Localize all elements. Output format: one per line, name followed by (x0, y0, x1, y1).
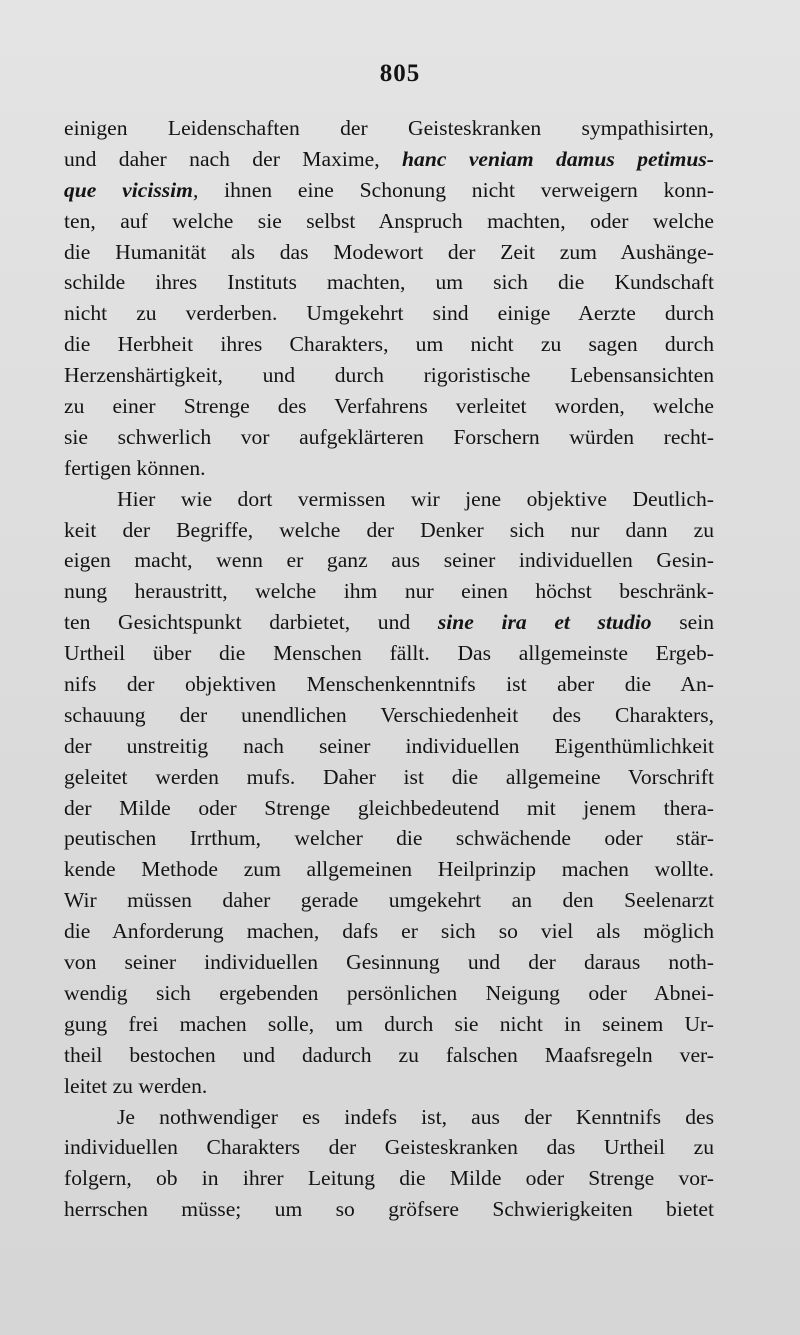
text-line (64, 515, 714, 546)
text-line (64, 700, 714, 731)
text-line (64, 113, 714, 144)
text-segment: zu einer Strenge des Verfahrens verleitet worden, welche (64, 394, 714, 419)
text-line (64, 669, 714, 700)
text-segment: geleitet werden mufs. Daher ist die allgemeine Vorschrift (64, 764, 714, 789)
text-segment: sie schwerlich vor aufgeklärteren Forschern würden recht- (64, 424, 714, 449)
text-segment: leitet zu werden. (64, 1073, 208, 1098)
text-segment: die Humanität als das Modewort der Zeit zum Aushänge- (64, 239, 714, 264)
text-line (64, 1132, 714, 1163)
text-segment: fertigen können. (64, 455, 206, 480)
text-segment: gung frei machen solle, um durch sie nicht in seinem Ur- (64, 1011, 714, 1036)
text-segment: Wir müssen daher gerade umgekehrt an den Seelenarzt (64, 888, 714, 913)
text-line (64, 329, 714, 360)
text-segment: , ihnen eine Schonung nicht verweigern konn- (192, 177, 715, 202)
text-segment: nicht zu verderben. Umgekehrt sind einige Aerzte durch (64, 301, 714, 326)
text-line (64, 1009, 714, 1040)
text-segment: ten Gesichtspunkt darbietet, und (64, 610, 438, 635)
text-segment: keit der Begriffe, welche der Denker sich nur dann zu (64, 517, 714, 542)
latin-phrase: que vicissim (64, 177, 193, 202)
text-segment: Urtheil über die Menschen fällt. Das allgemeinste Ergeb- (64, 641, 714, 666)
text-segment: schauung der unendlichen Verschiedenheit des Charakters, (64, 702, 714, 727)
text-segment: eigen macht, wenn er ganz aus seiner individuellen Gesin- (64, 548, 714, 573)
text-segment: folgern, ob in ihrer Leitung die Milde oder Strenge vor- (64, 1166, 714, 1191)
text-segment: die Anforderung machen, dafs er sich so viel als möglich (64, 919, 714, 944)
text-segment: individuellen Charakters der Geisteskranken das Urtheil zu (64, 1135, 714, 1160)
text-segment: theil bestochen und dadurch zu falschen Maafsregeln ver- (64, 1042, 714, 1067)
text-line (64, 391, 714, 422)
text-line (64, 1194, 714, 1225)
text-line (64, 175, 714, 206)
text-segment: von seiner individuellen Gesinnung und der daraus noth- (64, 950, 714, 975)
text-segment: Herzenshärtigkeit, und durch rigoristische Lebensansichten (64, 363, 714, 388)
text-segment: der unstreitig nach seiner individuellen Eigenthümlichkeit (64, 733, 714, 758)
text-segment: ten, auf welche sie selbst Anspruch machten, oder welche (64, 208, 714, 233)
text-line (64, 607, 714, 638)
text-line (64, 422, 714, 453)
text-line (64, 638, 714, 669)
latin-phrase: sine ira et studio (437, 610, 652, 635)
text-segment: nifs der objektiven Menschenkenntnifs ist aber die An- (64, 672, 714, 697)
text-segment: wendig sich ergebenden persönlichen Neigung oder Abnei- (64, 980, 714, 1005)
text-segment: schilde ihres Instituts machten, um sich die Kundschaft (64, 270, 714, 295)
text-segment: und daher nach der Maxime, (64, 146, 403, 171)
text-line (64, 854, 714, 885)
text-segment: die Herbheit ihres Charakters, um nicht zu sagen durch (64, 332, 714, 357)
text-line (64, 484, 714, 515)
text-line (64, 731, 714, 762)
text-line (64, 453, 714, 484)
text-segment: sein (651, 610, 715, 635)
text-line (64, 298, 714, 329)
text-segment: peutischen Irrthum, welcher die schwächende oder stär- (64, 826, 714, 851)
text-line (64, 1071, 714, 1102)
text-segment: nung heraustritt, welche ihm nur einen höchst beschränk- (64, 579, 714, 604)
text-line (64, 144, 714, 175)
text-line (64, 1163, 714, 1194)
text-line (64, 823, 714, 854)
page-number: 805 (379, 60, 421, 87)
text-line (64, 762, 714, 793)
text-line (64, 947, 714, 978)
text-line (64, 267, 714, 298)
text-line (64, 885, 714, 916)
text-segment: Je nothwendiger es indefs ist, aus der Kenntnifs des (117, 1104, 714, 1129)
text-line (64, 793, 714, 824)
text-line (64, 206, 714, 237)
text-line (64, 576, 714, 607)
text-line (64, 237, 714, 268)
text-line (64, 978, 714, 1009)
text-segment: herrschen müsse; um so gröfsere Schwierigkeiten bietet (64, 1197, 714, 1222)
text-line (64, 360, 714, 391)
latin-phrase: hanc veniam damus petimus- (402, 146, 715, 171)
text-segment: Hier wie dort vermissen wir jene objektive Deutlich- (117, 486, 714, 511)
text-segment: kende Methode zum allgemeinen Heilprinzip machen wollte. (64, 857, 714, 882)
text-line (64, 1102, 714, 1133)
text-line (64, 1040, 714, 1071)
text-segment: der Milde oder Strenge gleichbedeutend mit jenem thera- (64, 795, 714, 820)
text-segment: einigen Leidenschaften der Geisteskranken sympathisirten, (64, 116, 714, 140)
body-text (64, 113, 714, 1225)
text-line (64, 545, 714, 576)
text-line (64, 916, 714, 947)
